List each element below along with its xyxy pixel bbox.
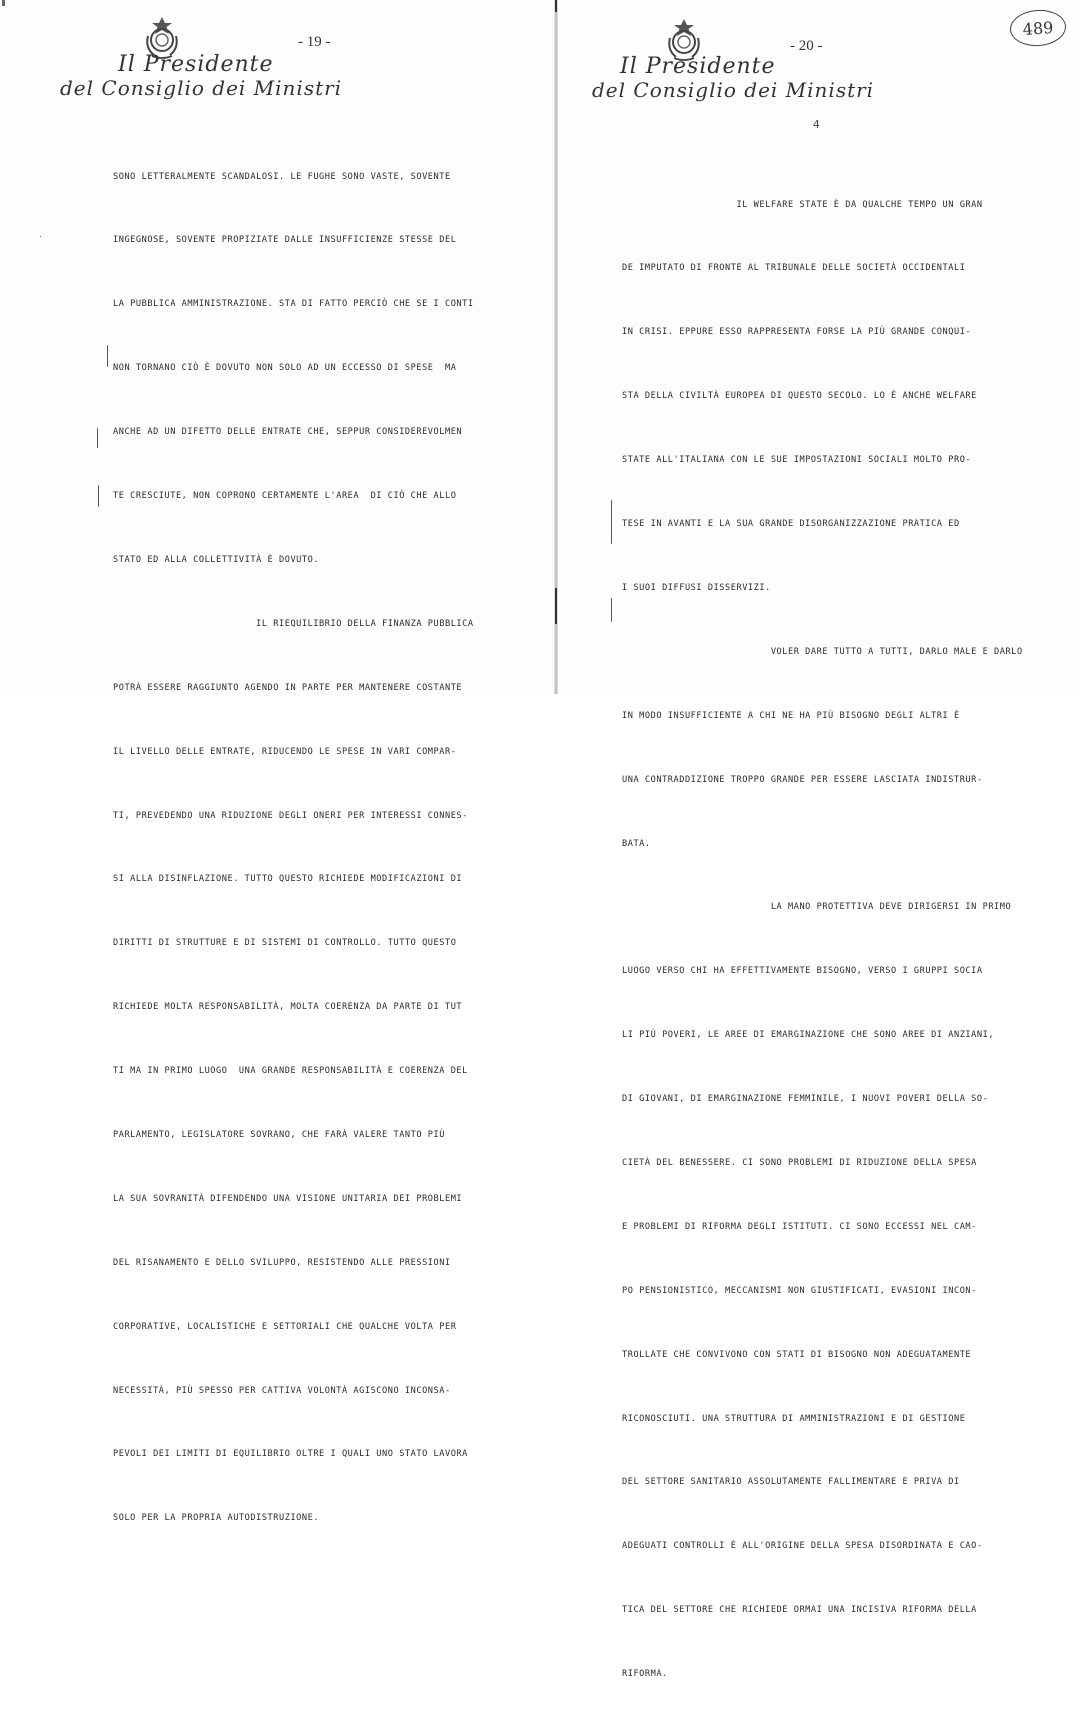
text-line: STATO ED ALLA COLLETTIVITÀ È DOVUTO. [113, 554, 320, 565]
text-line: TESE IN AVANTI E LA SUA GRANDE DISORGANIZZAZIONE PRATICA ED [622, 519, 960, 530]
text-line: LA SUA SOVRANITÀ DIFENDENDO UNA VISIONE UNITARIA DEI PROBLEMI [113, 1193, 463, 1204]
text-line: RICONOSCIUTI. UNA STRUTTURA DI AMMINISTRAZIONI E DI GESTIONE [622, 1413, 966, 1424]
text-line: DEL SETTORE SANITARIO ASSOLUTAMENTE FALLIMENTARE E PRIVA DI [622, 1477, 960, 1488]
text-line: IL LIVELLO DELLE ENTRATE, RIDUCENDO LE SPESE IN VARI COMPAR- [113, 746, 457, 757]
header-council: del Consiglio dei Ministri [60, 76, 343, 100]
edge-mark [2, 0, 5, 6]
text-line: NECESSITÀ, PIÙ SPESSO PER CATTIVA VOLONTÀ AGISCONO INCONSA- [113, 1385, 451, 1396]
text-line: PO PENSIONISTICO, MECCANISMI NON GIUSTIFICATI, EVASIONI INCON- [622, 1285, 977, 1296]
archive-stamp: 489 [1009, 8, 1067, 48]
text-line: CIETÀ DEL BENESSERE. CI SONO PROBLEMI DI RIDUZIONE DELLA SPESA [622, 1157, 977, 1168]
left-body-text [113, 124, 474, 1572]
text-line: DE IMPUTATO DI FRONTE AL TRIBUNALE DELLE SOCIETÀ OCCIDENTALI [622, 263, 966, 274]
text-line: STATE ALL'ITALIANA CON LE SUE IMPOSTAZIONI SOCIALI MOLTO PRO- [622, 455, 972, 466]
text-line: INGEGNOSE, SOVENTE PROPIZIATE DALLE INSUFFICIENZE STESSE DEL [113, 235, 457, 246]
text-line: TROLLATE CHE CONVIVONO CON STATI DI BISOGNO NON ADEGUATAMENTE [622, 1349, 972, 1360]
text-line: RICHIEDE MOLTA RESPONSABILITÀ, MOLTA COERENZA DA PARTE DI TUT [113, 1002, 463, 1013]
text-line: TI MA IN PRIMO LUOGO UNA GRANDE RESPONSABILITÀ E COERENZA DEL [113, 1066, 468, 1077]
text-line: SI ALLA DISINFLAZIONE. TUTTO QUESTO RICHIEDE MODIFICAZIONI DI [113, 874, 463, 885]
margin-mark [611, 500, 612, 544]
text-line: TE CRESCIUTE, NON COPRONO CERTAMENTE L'AREA DI CIÒ CHE ALLO [113, 491, 457, 502]
left-page [0, 0, 556, 1524]
text-line: TI, PREVEDENDO UNA RIDUZIONE DEGLI ONERI PER INTERESSI CONNES- [113, 810, 468, 821]
gutter-mark [555, 588, 557, 624]
margin-mark [97, 428, 98, 448]
text-line: PARLAMENTO, LEGISLATORE SOVRANO, CHE FARÀ VALERE TANTO PIÙ [113, 1129, 445, 1140]
text-line: TICA DEL SETTORE CHE RICHIEDE ORMAI UNA INCISIVA RIFORMA DELLA [622, 1605, 977, 1616]
text-line: ANCHE AD UN DIFETTO DELLE ENTRATE CHE, SEPPUR CONSIDEREVOLMEN [113, 427, 463, 438]
text-line: DEL RISANAMENTO E DELLO SVILUPPO, RESISTENDO ALLE PRESSIONI [113, 1257, 451, 1268]
text-line: POTRÀ ESSERE RAGGIUNTO AGENDO IN PARTE PER MANTENERE COSTANTE [113, 682, 463, 693]
text-line: DI GIOVANI, DI EMARGINAZIONE FEMMINILE, I NUOVI POVERI DELLA SO- [622, 1094, 989, 1105]
text-line: RIFORMA. [622, 1669, 668, 1680]
text-line: IN MODO INSUFFICIENTE A CHI NE HA PIÙ BISOGNO DEGLI ALTRI È [622, 710, 960, 721]
text-line: UNA CONTRADDIZIONE TROPPO GRANDE PER ESSERE LASCIATA INDISTRUR- [622, 774, 983, 785]
edge-mark [40, 236, 41, 237]
right-body-text [622, 152, 1023, 1728]
text-line: NON TORNANO CIÒ È DOVUTO NON SOLO AD UN ECCESSO DI SPESE MA [113, 363, 457, 374]
text-line: LUOGO VERSO CHI HA EFFETTIVAMENTE BISOGNO, VERSO I GRUPPI SOCIA [622, 966, 983, 977]
text-line: SOLO PER LA PROPRIA AUTODISTRUZIONE. [113, 1513, 320, 1524]
text-line: IL RIEQUILIBRIO DELLA FINANZA PUBBLICA [113, 618, 474, 629]
text-line: LA MANO PROTETTIVA DEVE DIRIGERSI IN PRIMO [622, 902, 1012, 913]
text-line: SONO LETTERALMENTE SCANDALOSI. LE FUGHE SONO VASTE, SOVENTE [113, 171, 451, 182]
text-line: LA PUBBLICA AMMINISTRAZIONE. STA DI FATTO PERCIÒ CHE SE I CONTI [113, 299, 474, 310]
text-line: BATA. [622, 838, 651, 849]
text-line: CORPORATIVE, LOCALISTICHE E SETTORIALI CHE QUALCHE VOLTA PER [113, 1321, 457, 1332]
text-line: DIRITTI DI STRUTTURE E DI SISTEMI DI CONTROLLO. TUTTO QUESTO [113, 938, 457, 949]
margin-mark [107, 345, 108, 367]
header-council: del Consiglio dei Ministri [592, 78, 875, 102]
margin-mark [98, 485, 99, 507]
margin-mark [611, 598, 612, 622]
text-line: E PROBLEMI DI RIFORMA DEGLI ISTITUTI. CI SONO ECCESSI NEL CAM- [622, 1221, 977, 1232]
page-number: - 19 - [298, 34, 331, 50]
page-number: - 20 - [790, 38, 823, 54]
text-line: VOLER DARE TUTTO A TUTTI, DARLO MALE E DARLO [622, 646, 1023, 657]
gutter-mark [555, 0, 557, 12]
text-line: IN CRISI. EPPURE ESSO RAPPRESENTA FORSE LA PIÙ GRANDE CONQUI- [622, 327, 972, 338]
text-line: ADEGUATI CONTROLLI È ALL'ORIGINE DELLA SPESA DISORDINATA E CAO- [622, 1541, 983, 1552]
text-line: LI PIÙ POVERI, LE AREE DI EMARGINAZIONE CHE SONO AREE DI ANZIANI, [622, 1030, 995, 1041]
text-line: PEVOLI DEI LIMITI DI EQUILIBRIO OLTRE I QUALI UNO STATO LAVORA [113, 1449, 468, 1460]
text-line: I SUOI DIFFUSI DISSERVIZI. [622, 582, 771, 593]
header-president: Il Presidente [620, 54, 776, 79]
section-number: 4 [813, 118, 820, 131]
text-line: IL WELFARE STATE È DA QUALCHE TEMPO UN GRAN [622, 199, 983, 210]
text-line: STA DELLA CIVILTÀ EUROPEA DI QUESTO SECOLO. LO È ANCHE WELFARE [622, 391, 977, 402]
header-president: Il Presidente [118, 52, 274, 77]
